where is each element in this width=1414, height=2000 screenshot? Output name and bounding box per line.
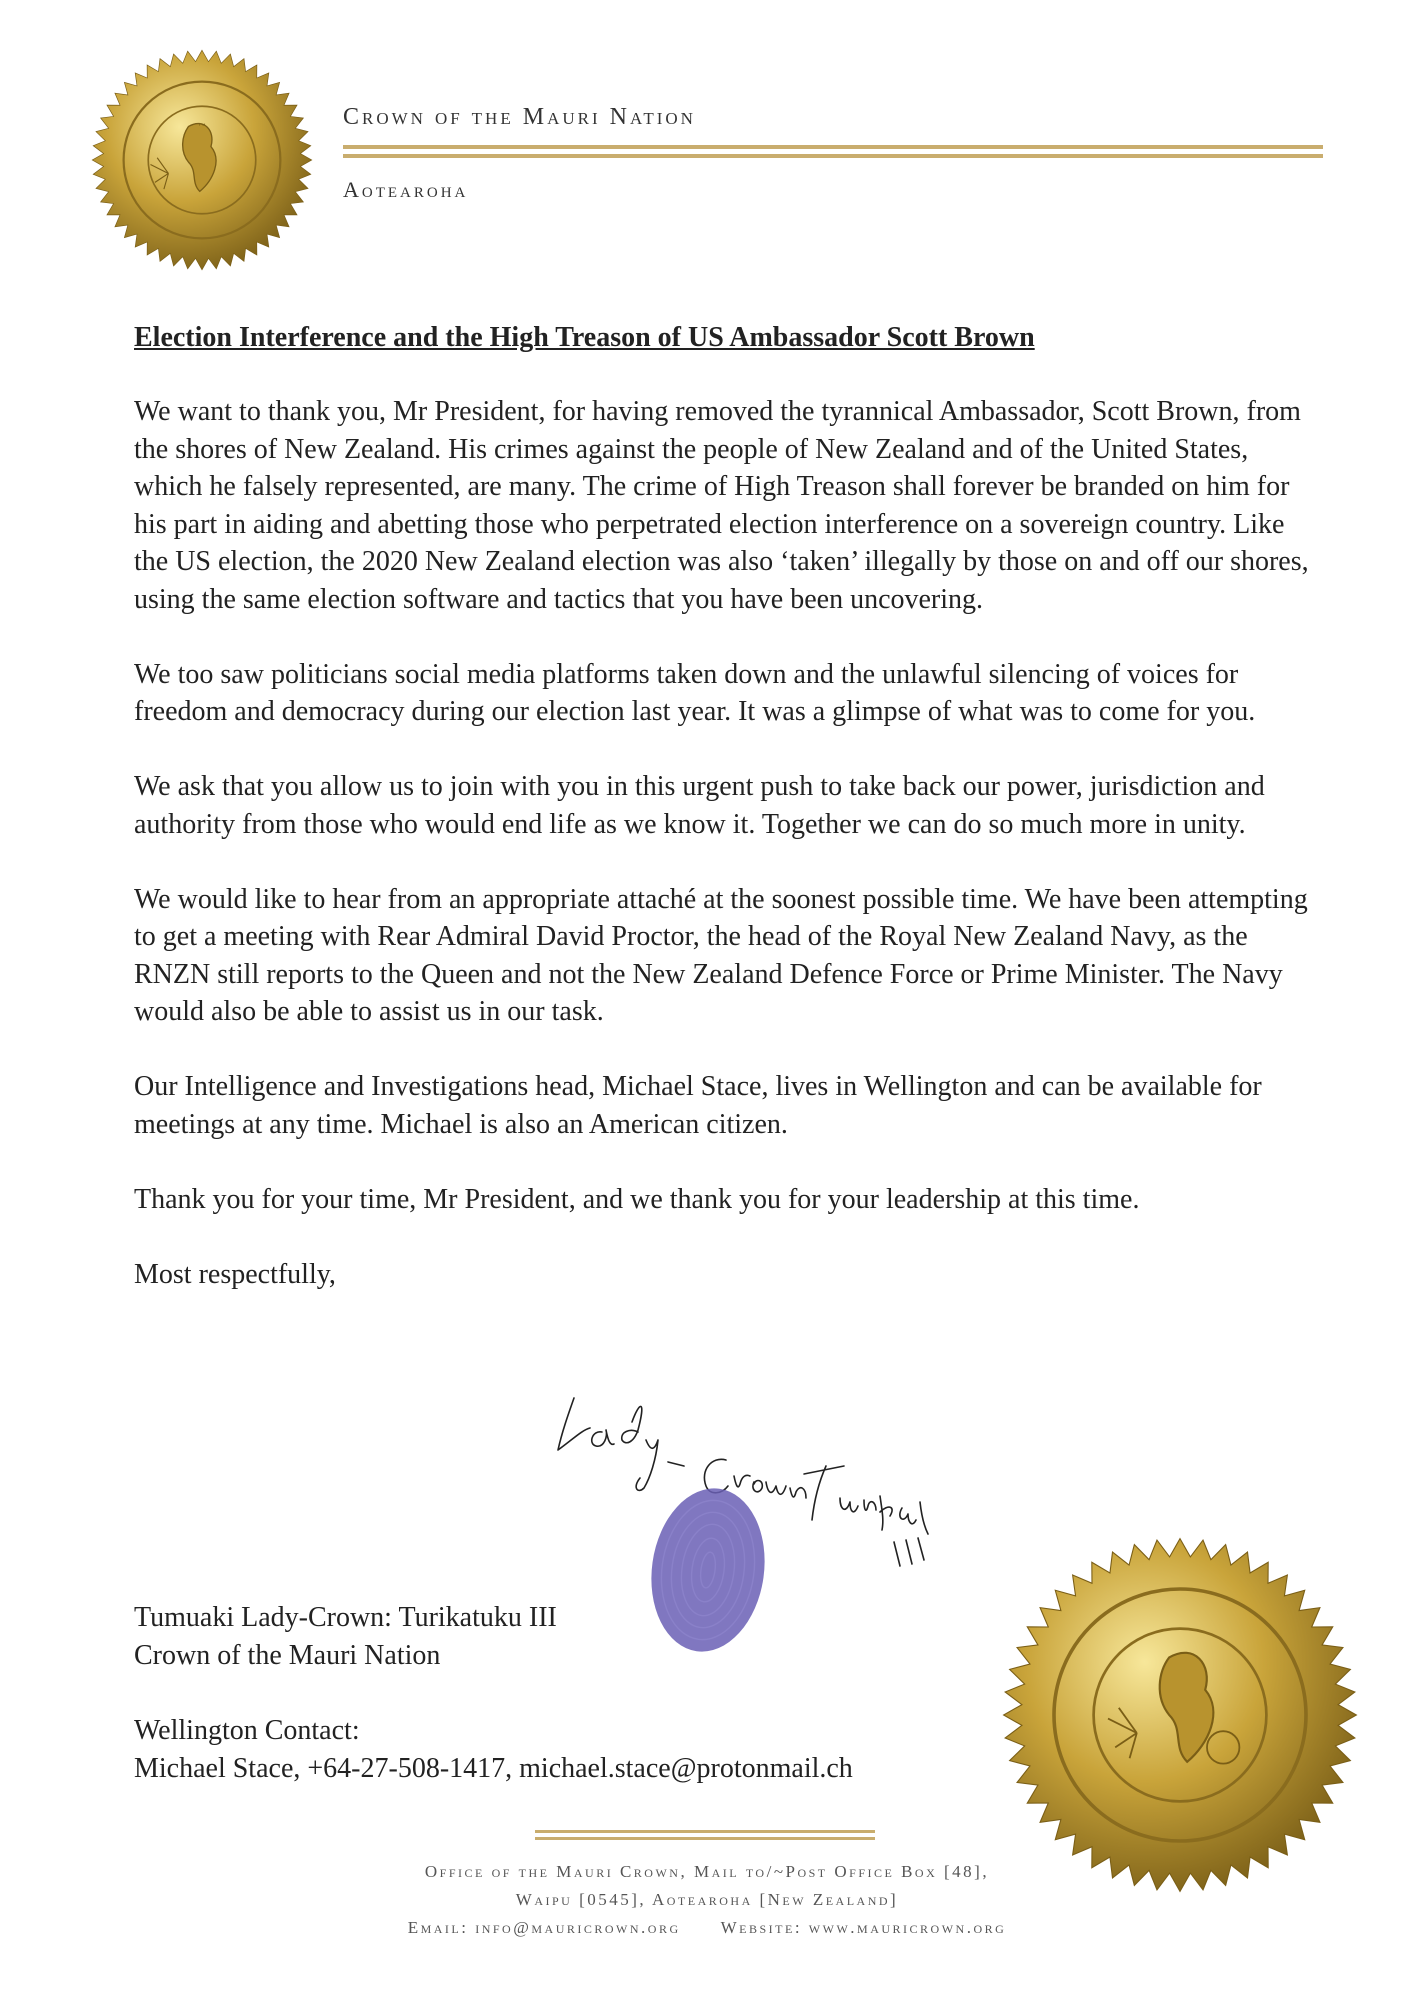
footer-line: Office of the Mauri Crown, Mail to/~Post Office Box [48], xyxy=(424,1862,990,1881)
signer-block xyxy=(134,1599,557,1675)
letter-paragraph: Thank you for your time, Mr President, and we thank you for your leadership at this time. xyxy=(134,1183,1140,1215)
footer-gold-rule xyxy=(535,1837,875,1840)
contact-details: Michael Stace, +64-27-508-1417, michael.stace@protonmail.ch xyxy=(134,1753,853,1784)
signer-title: Tumuaki Lady-Crown: Turikatuku III xyxy=(134,1602,557,1633)
contact-block xyxy=(134,1712,853,1788)
footer-line: Waipu [0545], Aotearoha [New Zealand] xyxy=(515,1890,899,1909)
footer-email: Email: info@mauricrown.org xyxy=(407,1918,681,1937)
letterhead-crown-name: Crown of the Mauri Nation xyxy=(343,104,696,130)
footer-address xyxy=(0,1858,1414,1942)
letter-subject: Election Interference and the High Treason of US Ambassador Scott Brown xyxy=(134,322,1035,353)
letter-body xyxy=(134,393,1314,1293)
header-gold-rule xyxy=(343,154,1323,158)
footer-line xyxy=(0,1914,1414,1942)
svg-text:~: ~ xyxy=(198,117,206,132)
letterhead-region: Aotearoha xyxy=(343,177,469,202)
letter-closing: Most respectfully, xyxy=(134,1258,336,1290)
letter-paragraph: We too saw politicians social media platforms taken down and the unlawful silencing of voices for freedom and democracy during our election last year. It was a glimpse of what was to come for you. xyxy=(134,658,1256,727)
thumbprint-mark xyxy=(648,1485,768,1655)
gold-seal-top xyxy=(90,48,314,272)
letter-paragraph: We ask that you allow us to join with you in this urgent push to take back our power, jurisdiction and authority from those who would end life as we know it. Together we can do so much more in unity. xyxy=(134,771,1265,840)
signer-organization: Crown of the Mauri Nation xyxy=(134,1640,441,1671)
letter-paragraph: We want to thank you, Mr President, for having removed the tyrannical Ambassador, Scott Brown, from the shores of New Zealand. His crimes against the people of New Zealand and of the United States, which he falsely represented, are many. The crime of High Treason shall forever be branded on him for his part in aiding and abetting those who perpetrated election interference on a sovereign country. Like the US election, the 2020 New Zealand election was also ‘taken’ illegally by those on and off our shores, using the same election software and tactics that you have been uncovering. xyxy=(134,396,1309,615)
footer-gold-rule xyxy=(535,1830,875,1833)
gold-seal-bottom xyxy=(1000,1535,1360,1895)
header-gold-rule xyxy=(343,145,1323,149)
letter-paragraph: We would like to hear from an appropriate attaché at the soonest possible time. We have been attempting to get a meeting with Rear Admiral David Proctor, the head of the Royal New Zealand Navy, as the RNZN still reports to the Queen and not the New Zealand Defence Force or Prime Minister. The Navy would also be able to assist us in our task. xyxy=(134,883,1308,1027)
footer-website: Website: www.mauricrown.org xyxy=(720,1918,1007,1937)
letter-paragraph: Our Intelligence and Investigations head, Michael Stace, lives in Wellington and can be available for meetings at any time. Michael is also an American citizen. xyxy=(134,1071,1262,1140)
contact-heading: Wellington Contact: xyxy=(134,1715,360,1746)
